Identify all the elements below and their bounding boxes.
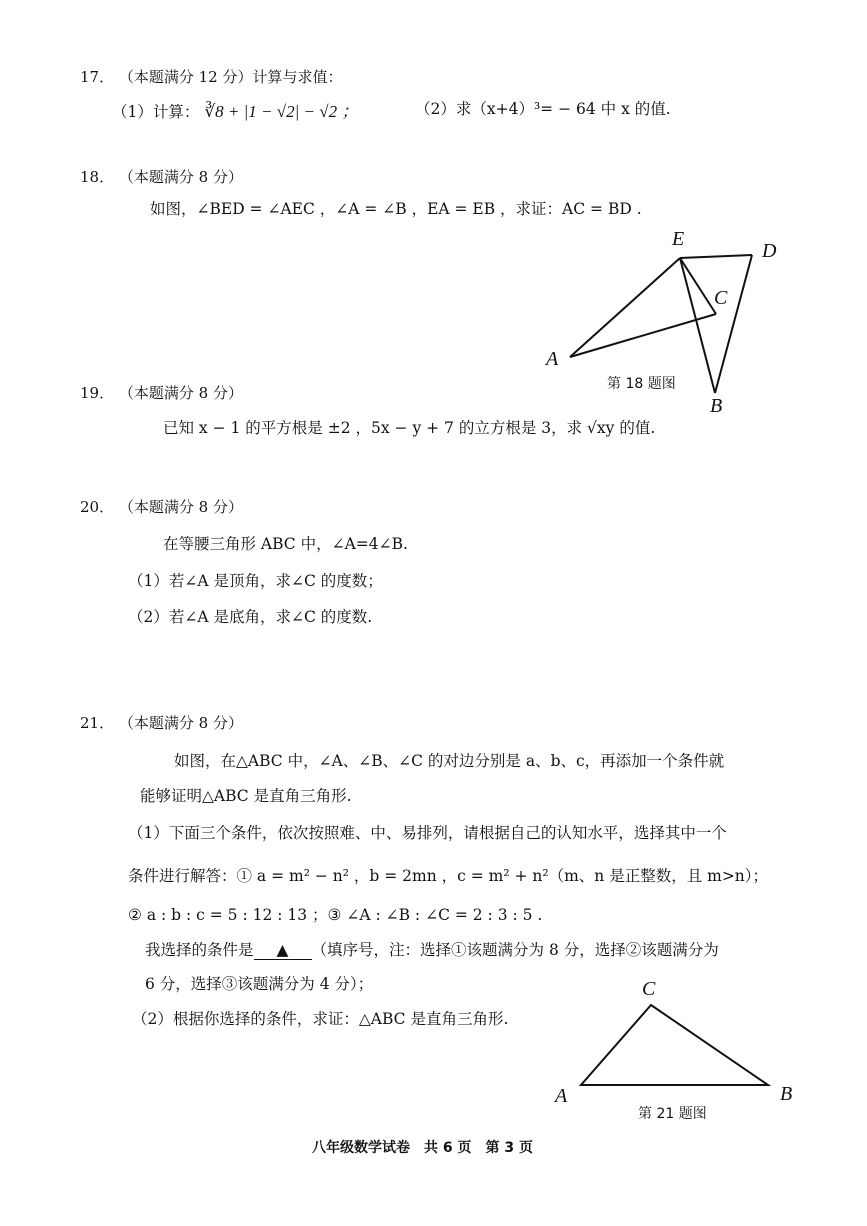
q20-part1: （1）若∠A 是顶角，求∠C 的度数； <box>128 572 383 590</box>
q18-label-D: D <box>762 240 777 262</box>
q18-label-E: E <box>672 228 685 250</box>
answer-blank[interactable]: ▲ <box>254 941 312 960</box>
q20-text: 在等腰三角形 ABC 中，∠A=4∠B. <box>163 535 408 553</box>
q20-part2: （2）若∠A 是底角，求∠C 的度数. <box>128 608 373 626</box>
q21-line3: （1）下面三个条件，依次按照难、中、易排列，请根据自己的认知水平，选择其中一个 <box>128 824 727 842</box>
q21-line1: 如图，在△ABC 中，∠A、∠B、∠C 的对边分别是 a、b、c，再添加一个条件就 <box>174 752 725 770</box>
q21-label-C: C <box>642 978 656 1000</box>
q17-part2: （2）求（x+4）³= − 64 中 x 的值. <box>415 100 671 118</box>
q18-text: 如图，∠BED = ∠AEC ，∠A = ∠B ，EA = EB ，求证：AC = BD . <box>150 200 642 218</box>
q18-label-B: B <box>710 395 723 417</box>
page-footer: 八年级数学试卷 共 6 页 第 3 页 <box>312 1140 533 1156</box>
q21-line4: 条件进行解答：① a = m² − n² ，b = 2mn ，c = m² + n²（m、n 是正整数，且 m>n）； <box>128 867 769 885</box>
q17-part1-expr: ∛8 + |1 − √2| − √2 ； <box>204 102 359 121</box>
q21-label-B: B <box>780 1083 793 1105</box>
q18-label-A: A <box>546 348 559 370</box>
q19-text: 已知 x − 1 的平方根是 ±2 ，5x − y + 7 的立方根是 3，求 √xy 的值. <box>163 419 656 437</box>
q18-figure-caption: 第 18 题图 <box>607 376 676 392</box>
q21-line2: 能够证明△ABC 是直角三角形. <box>140 787 352 805</box>
q21-line7: 6 分，选择③该题满分为 4 分）； <box>145 975 374 993</box>
q21-line6-suffix: （填序号，注：选择①该题满分为 8 分，选择②该题满分为 <box>311 941 719 959</box>
q21-line6-prefix: 我选择的条件是 <box>145 941 254 959</box>
q20-number: 20． <box>80 498 115 516</box>
q21-line5: ② a : b : c = 5 : 12 : 13 ；③ ∠A : ∠B : ∠C = 2 : 3 : 5 . <box>128 906 543 924</box>
q19-head: （本题满分 8 分） <box>118 384 243 402</box>
q21-number: 21． <box>80 714 115 732</box>
q18-head: （本题满分 8 分） <box>118 168 243 186</box>
q17-head: （本题满分 12 分）计算与求值： <box>118 68 343 86</box>
q21-line8: （2）根据你选择的条件，求证：△ABC 是直角三角形. <box>132 1010 509 1028</box>
q21-figure-caption: 第 21 题图 <box>638 1106 707 1122</box>
q18-number: 18． <box>80 168 115 186</box>
q17-number: 17． <box>80 68 115 86</box>
q21-head: （本题满分 8 分） <box>118 714 243 732</box>
q20-head: （本题满分 8 分） <box>118 498 243 516</box>
q19-number: 19． <box>80 384 115 402</box>
q17-part1-label: （1）计算： <box>112 103 200 121</box>
q18-label-C: C <box>714 287 728 309</box>
q21-label-A: A <box>555 1085 568 1107</box>
q21-triangle <box>581 1005 768 1085</box>
